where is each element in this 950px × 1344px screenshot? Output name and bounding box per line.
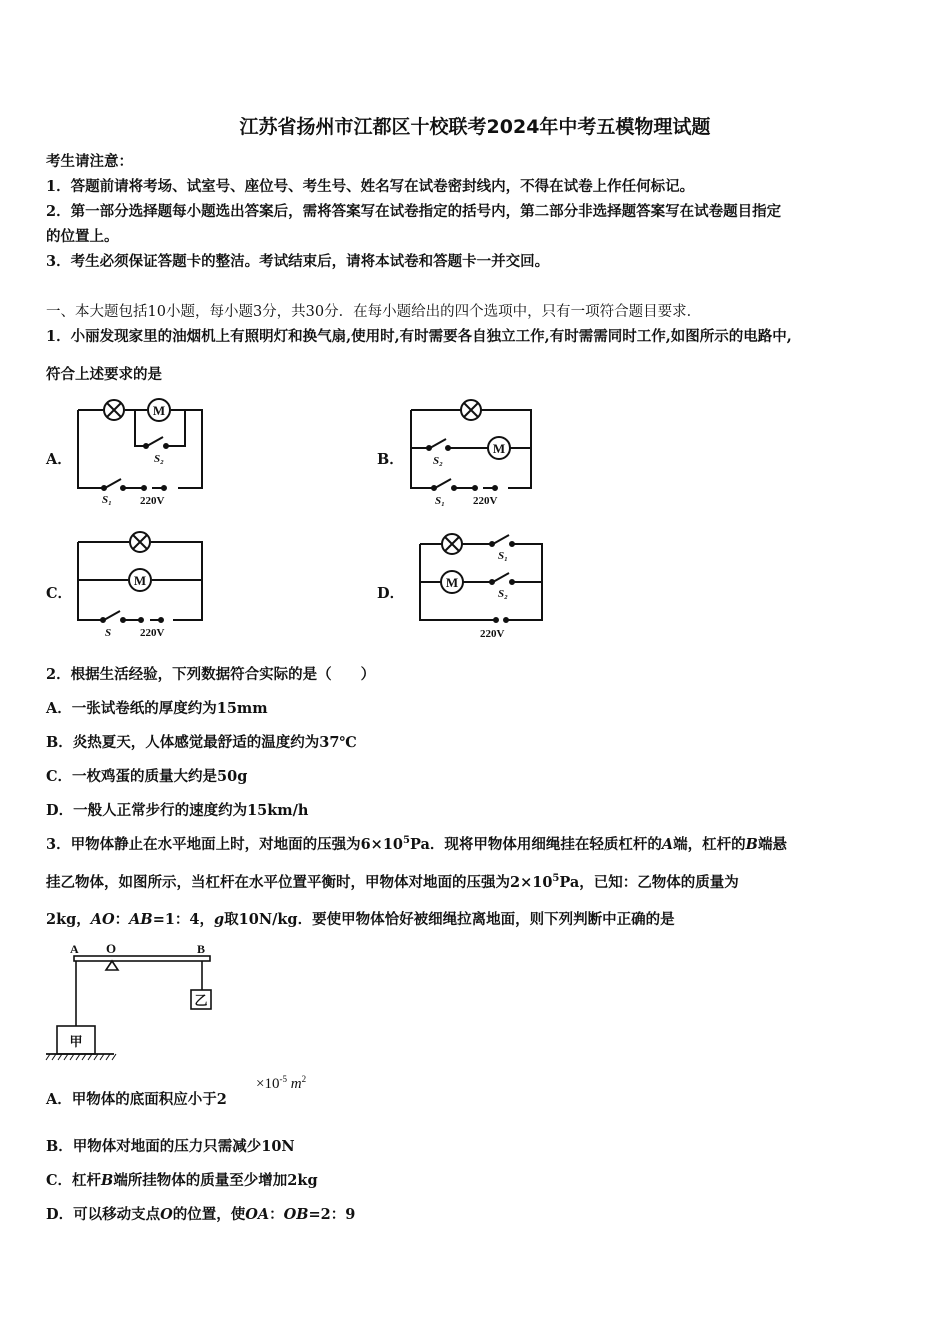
- question-3-option-c: C．杠杆B端所挂物体的质量至少增加2kg: [46, 1172, 318, 1189]
- voltage-label: 220V: [480, 628, 505, 640]
- circuit-diagram-c: [72, 528, 212, 640]
- switch-s2-label: S₂: [154, 453, 164, 465]
- jia-label: 甲: [69, 1034, 83, 1049]
- page-title: 江苏省扬州市江都区十校联考2024年中考五模物理试题: [239, 116, 711, 138]
- question-3-option-d: D．可以移动支点O的位置，使OA：OB=2：9: [46, 1206, 356, 1223]
- circuit-diagram-b: [405, 396, 545, 506]
- option-label-b: B．: [377, 451, 404, 468]
- switch-s1-label: S₁: [498, 550, 508, 562]
- section-heading: 一、本大题包括10小题，每小题3分，共30分．在每小题给出的四个选项中，只有一项符合题目要求．: [46, 304, 702, 320]
- notice-line: 1．答题前请将考场、试室号、座位号、考生号、姓名写在试卷密封线内，不得在试卷上作任何标记。: [46, 178, 695, 195]
- option-label-a: A．: [46, 451, 72, 468]
- question-3-option-a: A．甲物体的底面积应小于2: [46, 1091, 227, 1108]
- circuit-diagram-d: [414, 528, 554, 640]
- yi-label: 乙: [194, 993, 208, 1008]
- question-2-option-a: A．一张试卷纸的厚度约为15mm: [46, 700, 268, 717]
- question-3-stem-line3: 2kg，AO：AB=1：4，g取10N/kg．要使甲物体恰好被细绳拉离地面，则下列判断中正确的是: [46, 911, 675, 928]
- question-2-option-b: B．炎热夏天，人体感觉最舒适的温度约为37℃: [46, 734, 357, 751]
- circuit-diagram-a: [70, 396, 210, 506]
- point-b-label: B: [197, 942, 206, 956]
- motor-label: M: [133, 573, 147, 588]
- option-label-c: C．: [46, 585, 73, 602]
- notice-line: 2．第一部分选择题每小题选出答案后，需将答案写在试卷指定的括号内，第二部分非选择题答案写在试卷题目指定: [46, 203, 782, 220]
- question-3-stem-line1: 3．甲物体静止在水平地面上时，对地面的压强为$6\times 10^5Pa$．现将甲物体用细绳挂在轻质杠杆的A端，杠杆的B端悬: [46, 835, 787, 853]
- switch-s1-label: S₁: [435, 495, 445, 507]
- motor-label: M: [492, 441, 506, 456]
- question-2-option-c: C．一枚鸡蛋的质量大约是50g: [46, 768, 248, 785]
- question-2-option-d: D．一般人正常步行的速度约为15km/h: [46, 802, 309, 819]
- notice-line: 的位置上。: [46, 228, 119, 245]
- switch-s-label: S: [105, 627, 112, 639]
- lever-diagram: [42, 940, 222, 1065]
- switch-s2-label: S₂: [433, 455, 443, 467]
- voltage-label: 220V: [140, 495, 165, 507]
- option-label-d: D．: [377, 585, 405, 602]
- question-3-option-b: B．甲物体对地面的压力只需减少10N: [46, 1138, 295, 1155]
- voltage-label: 220V: [473, 495, 498, 507]
- notice-heading: 考生请注意：: [46, 153, 133, 170]
- question-3-stem-line2: 挂乙物体，如图所示，当杠杆在水平位置平衡时，甲物体对地面的压强为$2\times 10^5Pa$，已知：乙物体的质量为: [46, 873, 739, 891]
- switch-s1-label: S₁: [102, 494, 112, 506]
- motor-label: M: [152, 403, 166, 418]
- question-3-option-a-formula: $\times 10^{-5}$ $m^2$: [256, 1074, 307, 1092]
- motor-label: M: [445, 575, 459, 590]
- point-o-label: O: [106, 941, 117, 956]
- question-1-stem: 1．小丽发现家里的油烟机上有照明灯和换气扇,使用时,有时需要各自独立工作,有时需需同时工作,如图所示的电路中,: [46, 328, 792, 345]
- question-1-stem-cont: 符合上述要求的是: [46, 366, 162, 383]
- point-a-label: A: [70, 942, 79, 956]
- voltage-label: 220V: [140, 627, 165, 639]
- notice-line: 3．考生必须保证答题卡的整洁。考试结束后，请将本试卷和答题卡一并交回。: [46, 253, 550, 270]
- question-2-stem: 2．根据生活经验，下列数据符合实际的是（ ）: [46, 666, 376, 683]
- switch-s2-label: S₂: [498, 588, 508, 600]
